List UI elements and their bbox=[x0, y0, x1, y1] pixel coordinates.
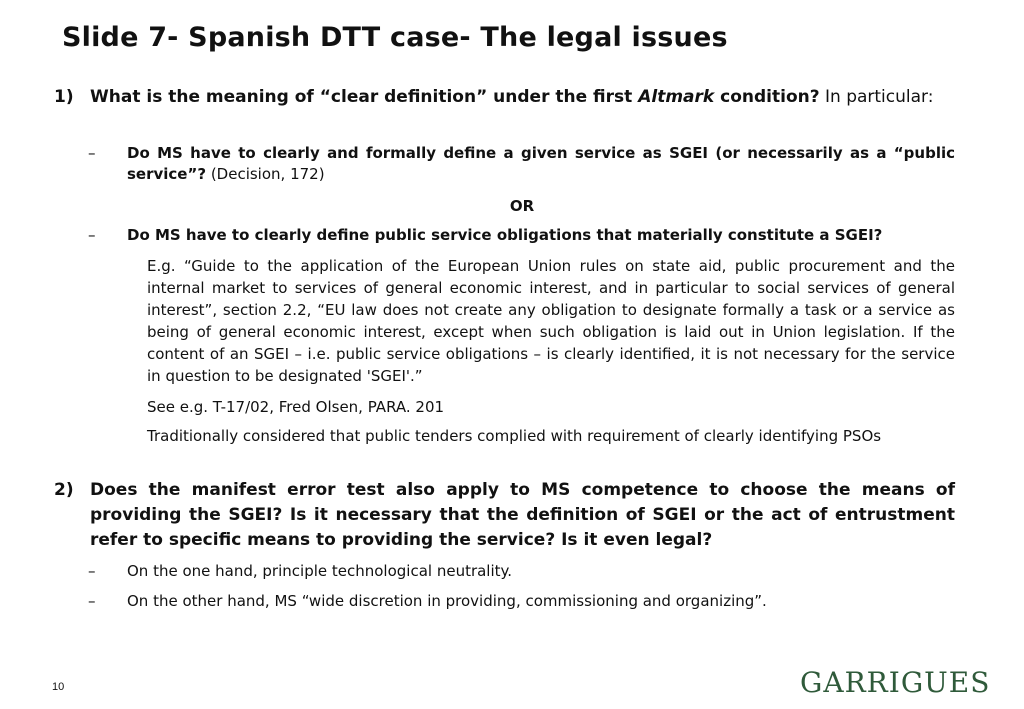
or-separator: OR bbox=[509, 197, 535, 215]
page-number: 10 bbox=[52, 681, 65, 693]
dash-bullet: – bbox=[88, 144, 96, 162]
slide-title: Slide 7- Spanish DTT case- The legal issues bbox=[62, 22, 728, 53]
question-2-text: Does the manifest error test also apply to MS competence to choose the means of providing the SGEI? Is it necessary that the definition of SGEI or the act of entrustment refer to specific means to providing the service? Is it even legal? bbox=[90, 480, 955, 550]
eg-paragraph: E.g. “Guide to the application of the European Union rules on state aid, public procurement and the internal market to services of general economic interest, and in particular to social services of general interest”, section 2.2, “EU law does not create any obligation to designate formally a task or a service as being of general economic interest, except when such obligation is laid out in Union legislation. If the content of an SGEI – i.e. public service obligations – is clearly identified, it is not necessary for the service in question to be designated 'SGEI'.” bbox=[147, 257, 955, 385]
see-reference: See e.g. T-17/02, Fred Olsen, PARA. 201 bbox=[147, 398, 445, 416]
altmark-term: Altmark bbox=[638, 87, 715, 107]
question-1-bold-b: condition? bbox=[714, 87, 820, 107]
question-1-normal: In particular: bbox=[819, 87, 934, 107]
dash-bullet: – bbox=[88, 562, 96, 580]
bullet-neutrality: On the one hand, principle technological neutrality. bbox=[127, 562, 513, 580]
garrigues-logo: GARRIGUES bbox=[800, 666, 991, 699]
traditional-note: Traditionally considered that public tenders complied with requirement of clearly identifying PSOs bbox=[147, 427, 882, 445]
question-1-bullet-2 bbox=[88, 225, 955, 246]
bullet-1-normal: (Decision, 172) bbox=[206, 165, 325, 183]
question-2 bbox=[54, 478, 955, 553]
question-1-text bbox=[90, 86, 955, 109]
question-2-bullet-2 bbox=[88, 591, 955, 612]
question-1-bullet-1 bbox=[88, 143, 955, 185]
question-1-bold-a: What is the meaning of “clear definition” under the first bbox=[90, 87, 639, 107]
bullet-1-bold: Do MS have to clearly and formally define a given service as SGEI (or necessarily as a “public service”? bbox=[127, 144, 955, 183]
question-1 bbox=[54, 86, 955, 109]
question-2-number: 2) bbox=[54, 480, 74, 500]
dash-bullet: – bbox=[88, 226, 96, 244]
dash-bullet: – bbox=[88, 592, 96, 610]
bullet-discretion: On the other hand, MS “wide discretion in providing, commissioning and organizing”. bbox=[127, 592, 767, 610]
question-1-number: 1) bbox=[54, 87, 74, 107]
bullet-2-bold: Do MS have to clearly define public service obligations that materially constitute a SGEI? bbox=[127, 226, 883, 244]
question-2-bullet-1 bbox=[88, 561, 955, 582]
